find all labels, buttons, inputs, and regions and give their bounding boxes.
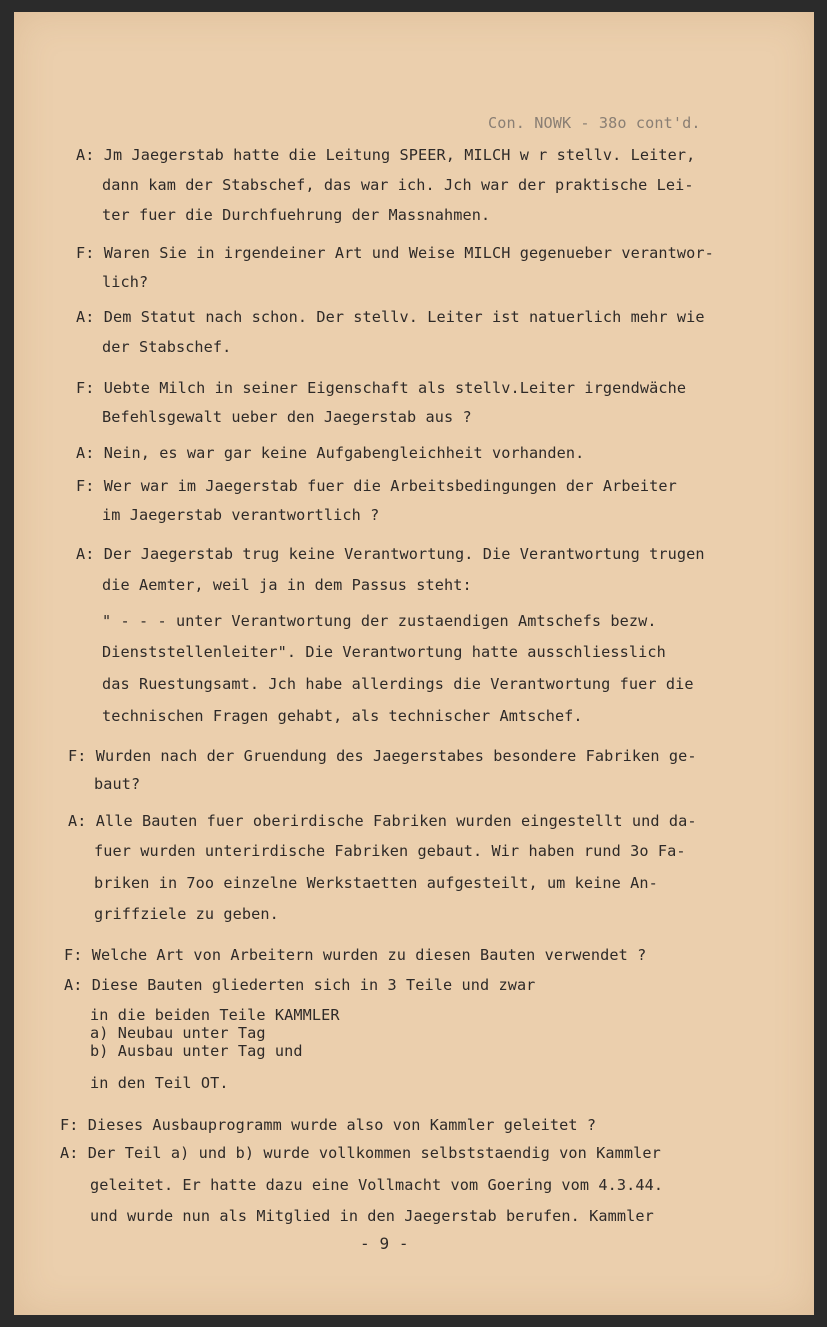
- page-number: - 9 -: [360, 1234, 409, 1253]
- text-line: ter fuer die Durchfuehrung der Massnahmen.: [102, 206, 491, 224]
- text-line: b) Ausbau unter Tag und: [90, 1042, 303, 1060]
- text-line: im Jaegerstab verantwortlich ?: [102, 506, 380, 524]
- text-line: die Aemter, weil ja in dem Passus steht:: [102, 576, 472, 594]
- text-line: baut?: [94, 775, 141, 793]
- document-page: [14, 12, 814, 1315]
- text-line: technischen Fragen gehabt, als technischer Amtschef.: [102, 707, 583, 725]
- text-line: dann kam der Stabschef, das war ich. Jch war der praktische Lei-: [102, 176, 694, 194]
- text-line: F: Uebte Milch in seiner Eigenschaft als stellv.Leiter irgendwäche: [76, 379, 687, 397]
- text-line: A: Nein, es war gar keine Aufgabengleichheit vorhanden.: [76, 444, 585, 462]
- text-line: " - - - unter Verantwortung der zustaendigen Amtschefs bezw.: [102, 612, 657, 630]
- text-line: F: Wurden nach der Gruendung des Jaegerstabes besondere Fabriken ge-: [68, 747, 697, 765]
- text-line: A: Dem Statut nach schon. Der stellv. Leiter ist natuerlich mehr wie: [76, 308, 705, 326]
- text-line: A: Der Teil a) und b) wurde vollkommen selbststaendig von Kammler: [60, 1144, 661, 1162]
- text-line: griffziele zu geben.: [94, 905, 279, 923]
- text-line: A: Alle Bauten fuer oberirdische Fabriken wurden eingestellt und da-: [68, 812, 697, 830]
- text-line: fuer wurden unterirdische Fabriken gebaut. Wir haben rund 3o Fa-: [94, 842, 686, 860]
- text-line: in den Teil OT.: [90, 1074, 229, 1092]
- text-line: a) Neubau unter Tag: [90, 1024, 266, 1042]
- text-line: in die beiden Teile KAMMLER: [90, 1006, 340, 1024]
- text-line: geleitet. Er hatte dazu eine Vollmacht vom Goering vom 4.3.44.: [90, 1176, 664, 1194]
- text-line: Dienststellenleiter". Die Verantwortung hatte ausschliesslich: [102, 643, 666, 661]
- text-line: lich?: [102, 273, 149, 291]
- text-line: Befehlsgewalt ueber den Jaegerstab aus ?: [102, 408, 472, 426]
- text-line: das Ruestungsamt. Jch habe allerdings die Verantwortung fuer die: [102, 675, 694, 693]
- text-line: A: Der Jaegerstab trug keine Verantwortung. Die Verantwortung trugen: [76, 545, 705, 563]
- text-line: briken in 7oo einzelne Werkstaetten aufgesteilt, um keine An-: [94, 874, 658, 892]
- text-line: F: Waren Sie in irgendeiner Art und Weise MILCH gegenueber verantwor-: [76, 244, 714, 262]
- text-line: F: Welche Art von Arbeitern wurden zu diesen Bauten verwendet ?: [64, 946, 647, 964]
- text-line: F: Wer war im Jaegerstab fuer die Arbeitsbedingungen der Arbeiter: [76, 477, 677, 495]
- text-line: F: Dieses Ausbauprogramm wurde also von Kammler geleitet ?: [60, 1116, 597, 1134]
- text-line: und wurde nun als Mitglied in den Jaegerstab berufen. Kammler: [90, 1207, 654, 1225]
- text-line: A: Jm Jaegerstab hatte die Leitung SPEER, MILCH w r stellv. Leiter,: [76, 146, 696, 164]
- text-line: A: Diese Bauten gliederten sich in 3 Teile und zwar: [64, 976, 536, 994]
- header-ref: Con. NOWK - 38o cont'd.: [488, 114, 701, 132]
- text-line: der Stabschef.: [102, 338, 232, 356]
